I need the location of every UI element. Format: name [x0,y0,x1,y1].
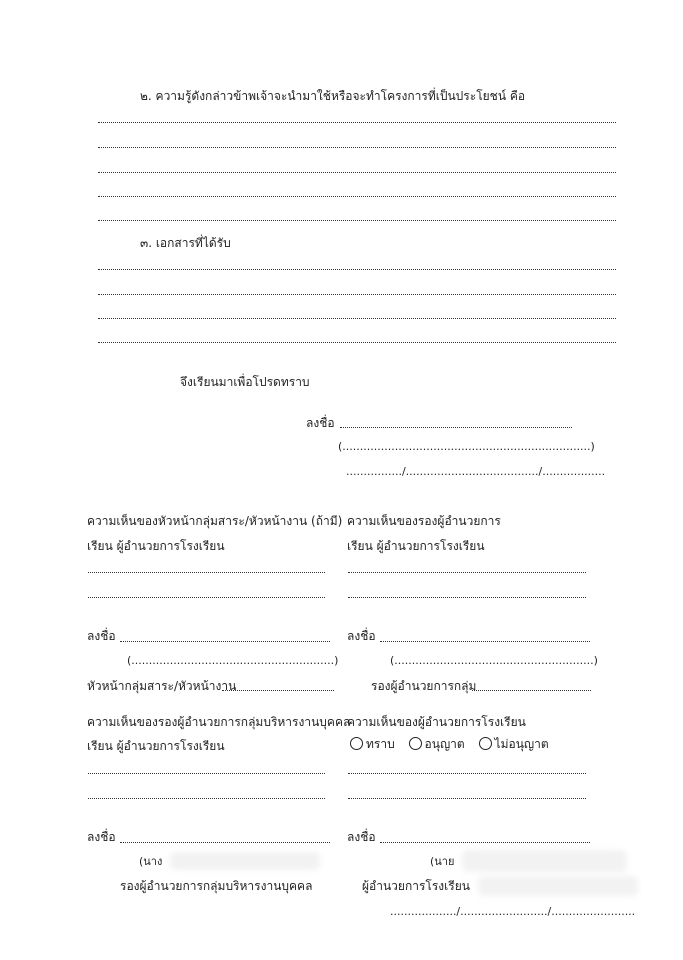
section-2-line-3 [98,172,616,173]
box1-to: เรียน ผู้อำนวยการโรงเรียน [87,539,225,553]
box4-redacted-school [478,876,638,896]
box1-position: หัวหน้ากลุ่มสาระ/หัวหน้างาน [87,679,237,693]
box3-position: รองผู้อำนวยการกลุ่มบริหารงานบุคคล [120,879,313,893]
option-disapprove[interactable]: ไม่อนุญาต [479,737,549,751]
box1-heading: ความเห็นของหัวหน้ากลุ่มสาระ/หัวหน้างาน (ถ้ามี) [87,514,343,528]
box3-sign-line [120,842,330,843]
box4-sign-label: ลงชื่อ [347,830,376,844]
signature-label: ลงชื่อ [306,416,335,430]
box3-heading: ความเห็นของรองผู้อำนวยการกลุ่มบริหารงานบุคคล [87,715,351,729]
section-2-line-5 [98,220,616,221]
option-approve[interactable]: อนุญาต [409,737,465,751]
box4-options [350,737,549,751]
box1-line-1 [88,572,325,573]
section-2-heading: ๒. ความรู้ดังกล่าวข้าพเจ้าจะนำมาใช้หรือจะทำโครงการที่เป็นประโยชน์ คือ [140,89,526,103]
section-3-line-1 [98,269,616,270]
option-acknowledge[interactable]: ทราบ [350,737,395,751]
box2-sign-line [380,641,590,642]
section-3-line-2 [98,294,616,295]
box2-line-2 [348,597,586,598]
box4-redacted-name [462,850,627,872]
box2-line-1 [348,572,586,573]
box2-name-paren: (.........................................................) [390,654,598,667]
radio-circle-icon[interactable] [409,737,422,750]
section-2-line-1 [98,122,616,123]
radio-circle-icon[interactable] [350,737,363,750]
section-3-line-3 [98,318,616,319]
box4-date: .................../........................./........................ [390,905,636,918]
box1-position-line [222,690,334,691]
box3-to: เรียน ผู้อำนวยการโรงเรียน [87,739,225,753]
box4-name-prefix: (นาย [430,855,455,868]
signature-date: ................/....................................../.................. [346,465,606,478]
section-2-line-2 [98,147,616,148]
section-3-heading: ๓. เอกสารที่ได้รับ [140,236,231,250]
box2-position-line [472,690,591,691]
box2-sign-label: ลงชื่อ [347,629,376,643]
box2-heading: ความเห็นของรองผู้อำนวยการ [347,514,501,528]
box3-redacted-name [170,852,320,870]
radio-circle-icon[interactable] [479,737,492,750]
box4-sign-line [380,842,590,843]
box4-position: ผู้อำนวยการโรงเรียน [362,879,470,893]
section-3-line-4 [98,342,616,343]
box1-name-paren: (..........................................................) [127,654,339,667]
signature-line [340,427,572,428]
section-2-line-4 [98,196,616,197]
box1-line-2 [88,597,325,598]
box3-line-2 [88,798,325,799]
box2-to: เรียน ผู้อำนวยการโรงเรียน [347,539,485,553]
signature-name-paren: (.......................................................................) [338,440,595,453]
box4-line-2 [348,798,586,799]
box1-sign-line [120,641,330,642]
box3-line-1 [88,773,325,774]
box1-sign-label: ลงชื่อ [87,629,116,643]
box3-sign-label: ลงชื่อ [87,830,116,844]
box2-position: รองผู้อำนวยการกลุ่ม [371,679,477,693]
box4-line-1 [348,773,586,774]
box4-heading: ความเห็นของผู้อำนวยการโรงเรียน [347,715,526,729]
closing-text: จึงเรียนมาเพื่อโปรดทราบ [180,375,310,389]
box3-name-prefix: (นาง [139,855,163,868]
